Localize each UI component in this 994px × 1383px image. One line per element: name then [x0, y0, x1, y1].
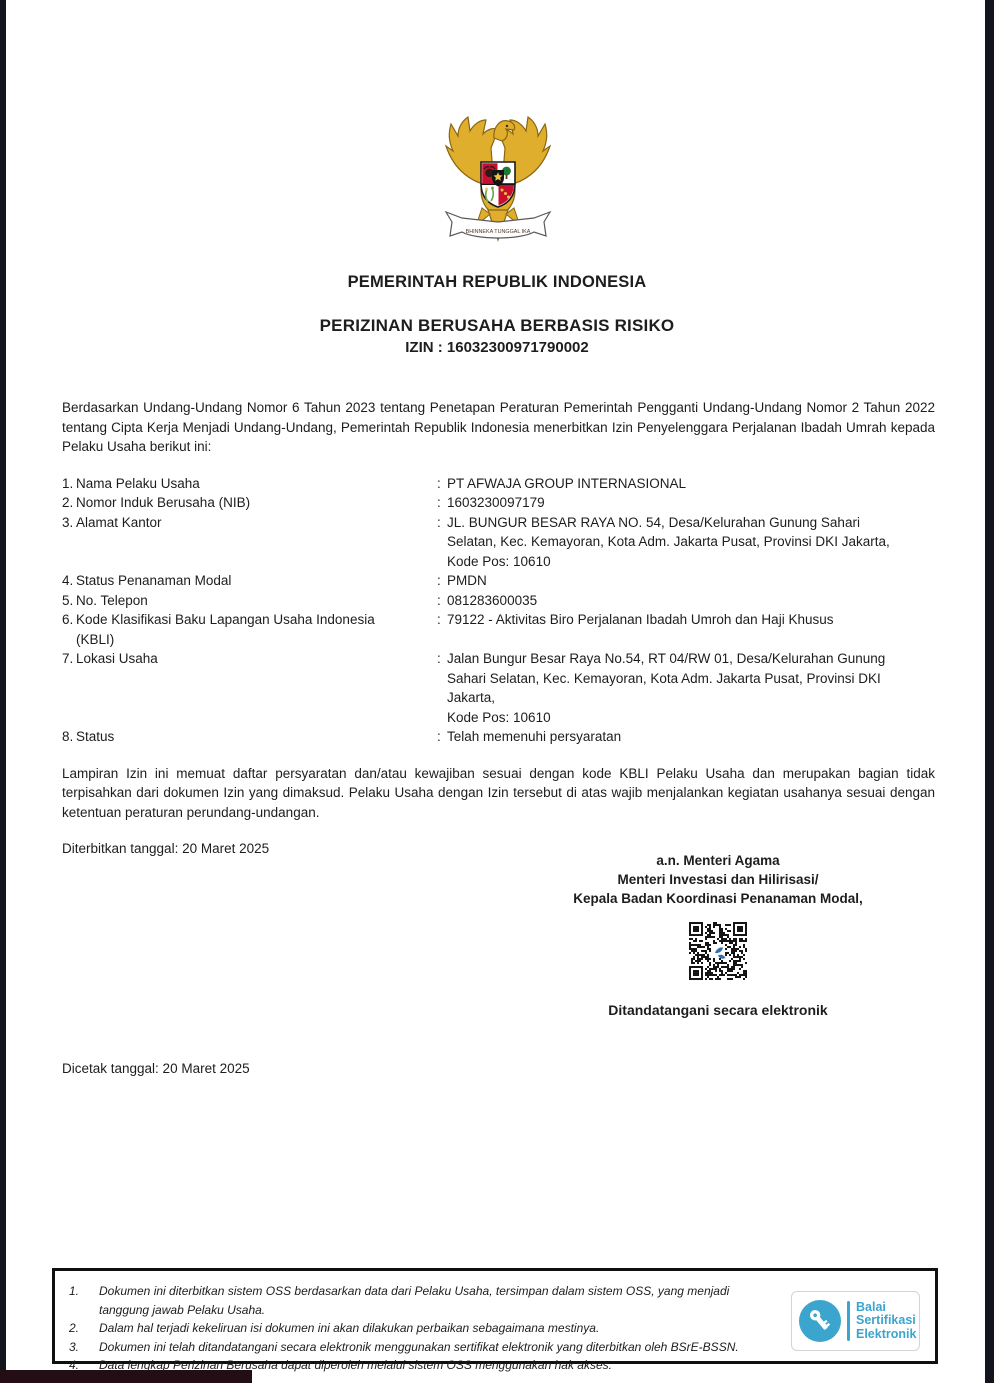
- note-number: 1.: [69, 1284, 80, 1298]
- signature-block: [498, 851, 938, 1020]
- qr-code: [689, 922, 747, 980]
- field-value: : 081283600035: [437, 591, 935, 611]
- bse-key-icon: [799, 1300, 841, 1342]
- signature-office-2: Kepala Badan Koordinasi Penanaman Modal,: [573, 891, 863, 906]
- field-row-7: [62, 649, 935, 727]
- field-colon: :: [437, 592, 441, 608]
- note-text: Dalam hal terjadi kekeliruan isi dokumen ini akan dilakukan perbaikan sebagaimana mestinya.: [99, 1321, 600, 1335]
- field-value: : Telah memenuhi persyaratan: [437, 727, 935, 747]
- bse-logo-card: [791, 1291, 920, 1351]
- garuda-pancasila-emblem: [438, 114, 558, 252]
- field-colon: :: [437, 475, 441, 491]
- field-row-2: [62, 493, 935, 513]
- field-number: 2.: [62, 495, 74, 510]
- field-row-4: [62, 571, 935, 591]
- field-label: Nomor Induk Berusaha (NIB): [76, 495, 251, 510]
- field-number: 5.: [62, 592, 74, 608]
- field-number: 6.: [62, 612, 74, 627]
- issued-date-line: Diterbitkan tanggal: 20 Maret 2025: [62, 841, 270, 856]
- field-label: No. Telepon: [76, 592, 148, 608]
- disclaimer-note-4: [69, 1356, 765, 1375]
- bse-logo-text: [856, 1301, 916, 1342]
- electronic-signature-note: Ditandatangani secara elektronik: [608, 1002, 828, 1018]
- field-row-1: [62, 474, 935, 494]
- signature-on-behalf: a.n. Menteri Agama: [656, 853, 780, 868]
- field-row-3: [62, 513, 935, 572]
- field-colon: :: [437, 729, 441, 744]
- closing-paragraph: Lampiran Izin ini memuat daftar persyaratan dan/atau kewajiban sesuai dengan kode KBLI Pelaku Usaha dan merupakan bagian tidak terpisahkan dari dokumen Izin yang dimaksud. Pelaku Usaha dengan Izin tersebut di atas wajib menjalankan kegiatan usahanya sesuai dengan ketentuan peraturan perundang-undangan.: [62, 765, 935, 820]
- field-label: Lokasi Usaha: [76, 651, 158, 666]
- field-label: Status Penanaman Modal: [76, 573, 232, 588]
- field-colon: :: [437, 495, 441, 510]
- license-fields-list: [62, 474, 935, 747]
- field-value: : PT AFWAJA GROUP INTERNASIONAL: [437, 474, 935, 494]
- bse-logo-divider: [847, 1301, 850, 1341]
- footer-disclaimer-box: [52, 1268, 938, 1372]
- emblem-banner-text: BHINNEKA TUNGGAL IKA: [465, 229, 531, 235]
- scan-edge-right: [985, 0, 994, 1383]
- document-body: [62, 398, 935, 859]
- field-label: Alamat Kantor: [76, 514, 162, 530]
- field-label: Nama Pelaku Usaha: [76, 475, 200, 491]
- field-row-6: [62, 610, 935, 649]
- disclaimer-note-2: [69, 1319, 765, 1338]
- field-colon: :: [437, 651, 441, 666]
- note-text: Data lengkap Perizinan Berusaha dapat diperoleh melalui sistem OSS menggunakan hak akses.: [99, 1358, 612, 1372]
- government-title: PEMERINTAH REPUBLIK INDONESIA: [347, 273, 647, 291]
- field-label: Kode Klasifikasi Baku Lapangan Usaha Indonesia (KBLI): [76, 612, 375, 647]
- field-colon: :: [437, 612, 441, 627]
- field-number: 1.: [62, 475, 74, 491]
- printed-date-line: Dicetak tanggal: 20 Maret 2025: [62, 1061, 250, 1076]
- field-number: 3.: [62, 514, 74, 530]
- note-number: 3.: [69, 1339, 80, 1354]
- signature-office-1: Menteri Investasi dan Hilirisasi/: [617, 872, 819, 887]
- field-number: 8.: [62, 729, 74, 744]
- disclaimer-note-1: [69, 1282, 765, 1319]
- field-colon: :: [437, 573, 441, 588]
- intro-paragraph: Berdasarkan Undang-Undang Nomor 6 Tahun 2023 tentang Penetapan Peraturan Pemerintah Pengganti Undang-Undang Nomor 2 Tahun 2022 tentang Cipta Kerja Menjadi Undang-Undang, Pemerintah Republik Indonesia menerbitkan Izin Penyelenggara Perjalanan Ibadah Umrah kepada Pelaku Usaha berikut ini:: [62, 400, 935, 454]
- disclaimer-note-3: [69, 1338, 765, 1357]
- note-number: 4.: [69, 1358, 80, 1372]
- bse-logo-line3: Elektronik: [856, 1326, 917, 1341]
- field-number: 4.: [62, 573, 74, 588]
- note-number: 2.: [69, 1321, 80, 1335]
- document-title: PERIZINAN BERUSAHA BERBASIS RISIKO: [319, 316, 675, 335]
- field-row-5: [62, 591, 935, 611]
- field-number: 7.: [62, 651, 74, 666]
- field-label: Status: [76, 729, 115, 744]
- field-value: : 1603230097179: [437, 493, 935, 513]
- bse-logo-line2: Sertifikasi: [856, 1313, 916, 1328]
- field-row-8: [62, 727, 935, 747]
- field-value: : 79122 - Aktivitas Biro Perjalanan Ibadah Umroh dan Haji Khusus: [437, 610, 935, 649]
- bse-logo-line1: Balai: [856, 1299, 886, 1314]
- field-value: : JL. BUNGUR BESAR RAYA NO. 54, Desa/Kelurahan Gunung Sahari Selatan, Kec. Kemayoran, Kota Adm. Jakarta Pusat, Provinsi DKI Jakarta, Kode Pos: 10610: [437, 514, 890, 569]
- field-value: : PMDN: [437, 571, 935, 591]
- note-text: Dokumen ini diterbitkan sistem OSS berdasarkan data dari Pelaku Usaha, tersimpan dalam sistem OSS, yang menjadi tanggung jawab Pelaku Usaha.: [99, 1284, 730, 1317]
- note-text: Dokumen ini telah ditandatangani secara elektronik menggunakan sertifikat elektronik yang diterbitkan oleh BSrE-BSSN.: [99, 1339, 739, 1354]
- scan-edge-left: [0, 0, 6, 1383]
- field-colon: :: [437, 514, 441, 530]
- license-number: IZIN : 16032300971790002: [405, 339, 589, 356]
- field-value: : Jalan Bungur Besar Raya No.54, RT 04/RW 01, Desa/Kelurahan Gunung Sahari Selatan, Kec. Kemayoran, Kota Adm. Jakarta Pusat, Provinsi DKI Jakarta, Kode Pos: 10610: [437, 651, 886, 725]
- garuda-icon: [438, 114, 558, 252]
